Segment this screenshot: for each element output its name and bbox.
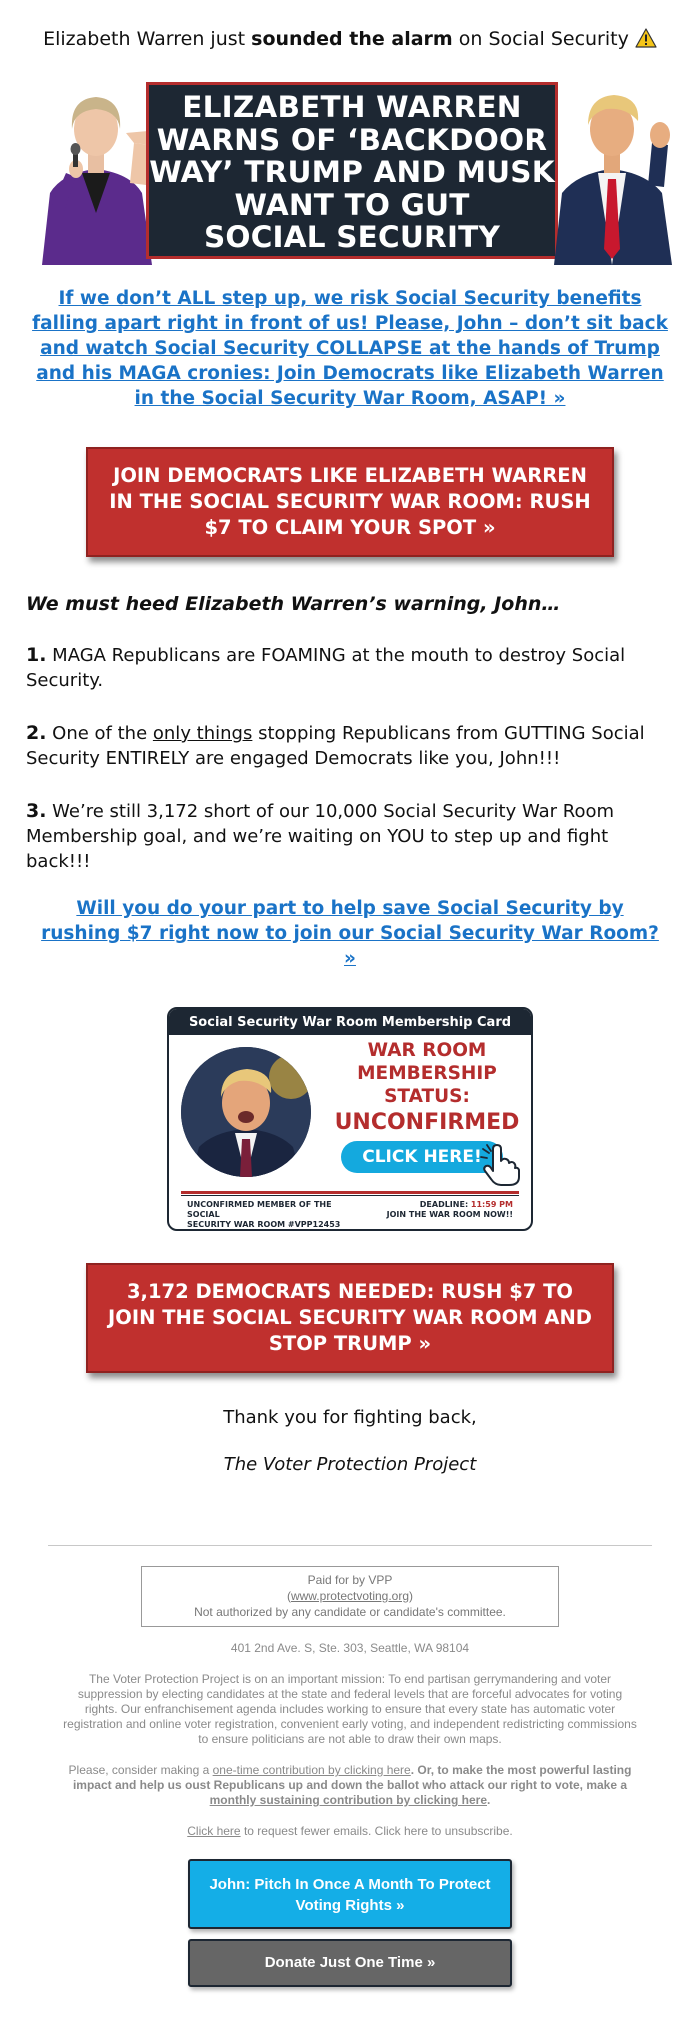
hero-banner[interactable] bbox=[0, 60, 700, 280]
salutation: We must heed Elizabeth Warren’s warning, John… bbox=[26, 593, 561, 615]
paren: ( bbox=[286, 1589, 291, 1603]
vpp-website-link[interactable]: www.protectvoting.org bbox=[290, 1589, 410, 1603]
intro-line bbox=[0, 0, 700, 58]
point-text: MAGA Republicans are FOAMING at the mouth to destroy Social Security. bbox=[26, 645, 626, 691]
point-3 bbox=[0, 799, 700, 874]
unsubscribe-text bbox=[0, 1824, 700, 1839]
one-time-donate-button[interactable]: Donate Just One Time » bbox=[188, 1939, 512, 1987]
monthly-donate-button[interactable]: John: Pitch In Once A Month To Protect Voting Rights » bbox=[188, 1859, 512, 1929]
point-underline: only things bbox=[152, 723, 253, 744]
card-trump-photo bbox=[181, 1047, 311, 1177]
card-deadline bbox=[373, 1200, 513, 1220]
deadline-time: 11:59 PM bbox=[470, 1200, 513, 1209]
card-foot-text: JOIN THE WAR ROOM NOW!! bbox=[386, 1210, 513, 1219]
monthly-contribution-link[interactable]: monthly sustaining contribution by clicking here bbox=[209, 1793, 487, 1807]
paid-line: Not authorized by any candidate or candidate's committee. bbox=[194, 1605, 506, 1619]
warning-icon bbox=[635, 28, 657, 48]
headline-line: WANT TO GUT bbox=[234, 187, 470, 222]
intro-bold: sounded the alarm bbox=[251, 28, 453, 50]
rush-donation-button[interactable]: 3,172 DEMOCRATS NEEDED: RUSH $7 TO JOIN THE SOCIAL SECURITY WAR ROOM AND STOP TRUMP » bbox=[86, 1263, 614, 1373]
headline-line: WARNS OF ‘BACKDOOR bbox=[156, 122, 548, 157]
point-number: 1. bbox=[26, 644, 47, 666]
please-bold: . Or, to make the most powerful lasting impact and help us oust Republicans up and down the ballot who attack our right to vote, make a bbox=[72, 1763, 632, 1792]
point-1 bbox=[0, 643, 700, 693]
mission-text: The Voter Protection Project is on an important mission: To end partisan gerrymandering and voter suppression by electing candidates at the state and federal levels that are forceful advocates for voting rights. Our enfranchisement agenda includes working to ensure that every state has automatic voter registration and online voter registration, convenient early voting, and independent redistricting commissions to ensure politicians are not able to draw their own maps. bbox=[63, 1672, 637, 1746]
ask-link[interactable]: Will you do your part to help save Social Security by rushing $7 right now to join our Social Security War Room? » bbox=[41, 898, 659, 969]
card-foot-text: UNCONFIRMED MEMBER OF THE SOCIAL bbox=[187, 1200, 332, 1219]
membership-card[interactable] bbox=[167, 1007, 533, 1231]
card-divider bbox=[181, 1191, 519, 1194]
status-value: UNCONFIRMED bbox=[334, 1110, 520, 1135]
headline-line: ELIZABETH WARREN bbox=[182, 90, 522, 124]
point-text: One of the bbox=[46, 723, 153, 744]
card-divider bbox=[181, 1195, 519, 1196]
unsub-text: to request fewer emails. Click here to unsubscribe. bbox=[240, 1824, 513, 1838]
paid-line: Paid for by VPP bbox=[307, 1573, 393, 1587]
headline-line: WAY’ TRUMP AND MUSK bbox=[149, 155, 555, 189]
footer-divider bbox=[48, 1545, 652, 1546]
point-2 bbox=[0, 721, 700, 771]
status-line: WAR ROOM bbox=[367, 1040, 487, 1061]
card-status bbox=[329, 1039, 525, 1138]
signature: The Voter Protection Project bbox=[223, 1454, 477, 1475]
intro-pre: Elizabeth Warren just bbox=[43, 28, 252, 50]
card-foot-text: SECURITY WAR ROOM #VPP12453 bbox=[187, 1220, 341, 1229]
card-click-button[interactable]: CLICK HERE! bbox=[341, 1141, 503, 1173]
headline-line: SOCIAL SECURITY bbox=[203, 220, 501, 254]
please-text: Please, consider making a bbox=[68, 1763, 213, 1777]
address: 401 2nd Ave. S, Ste. 303, Seattle, WA 98104 bbox=[230, 1641, 470, 1655]
please-end: . bbox=[487, 1793, 491, 1807]
intro-post: on Social Security bbox=[452, 28, 629, 50]
status-line: MEMBERSHIP bbox=[357, 1063, 497, 1084]
point-text: We’re still 3,172 short of our 10,000 Social Security War Room Membership goal, and we’re waiting on YOU to step up and fight back!!! bbox=[26, 801, 615, 872]
lead-link[interactable]: If we don’t ALL step up, we risk Social Security benefits falling apart right in front of us! Please, John – don’t sit back and watch Social Security COLLAPSE at the hands of Trump and his MAGA cronies: Join Democrats like Elizabeth Warren in the Social Security War Room, ASAP! » bbox=[32, 288, 668, 409]
join-war-room-button[interactable]: JOIN DEMOCRATS LIKE ELIZABETH WARREN IN THE SOCIAL SECURITY WAR ROOM: RUSH $7 TO CLAIM YOUR SPOT » bbox=[86, 447, 614, 557]
pointing-hand-icon bbox=[479, 1143, 523, 1187]
card-member-id bbox=[187, 1200, 367, 1230]
fewer-emails-link[interactable]: Click here bbox=[187, 1824, 241, 1838]
card-header: Social Security War Room Membership Card bbox=[169, 1009, 531, 1035]
hero-headline bbox=[146, 82, 558, 259]
point-number: 2. bbox=[26, 722, 47, 744]
point-text: stopping Republicans from GUTTING Social Security ENTIRELY are engaged Democrats like you, John!!! bbox=[26, 723, 645, 769]
trump-photo bbox=[548, 73, 678, 265]
contribution-text bbox=[0, 1763, 700, 1808]
point-number: 3. bbox=[26, 800, 47, 822]
status-line: STATUS: bbox=[384, 1086, 470, 1107]
thanks-line: Thank you for fighting back, bbox=[223, 1407, 477, 1428]
deadline-label: DEADLINE: bbox=[419, 1200, 471, 1209]
paren: ) bbox=[409, 1589, 414, 1603]
paid-for-box bbox=[141, 1566, 559, 1627]
one-time-contribution-link[interactable]: one-time contribution by clicking here bbox=[212, 1763, 411, 1777]
footer bbox=[0, 1545, 700, 1987]
